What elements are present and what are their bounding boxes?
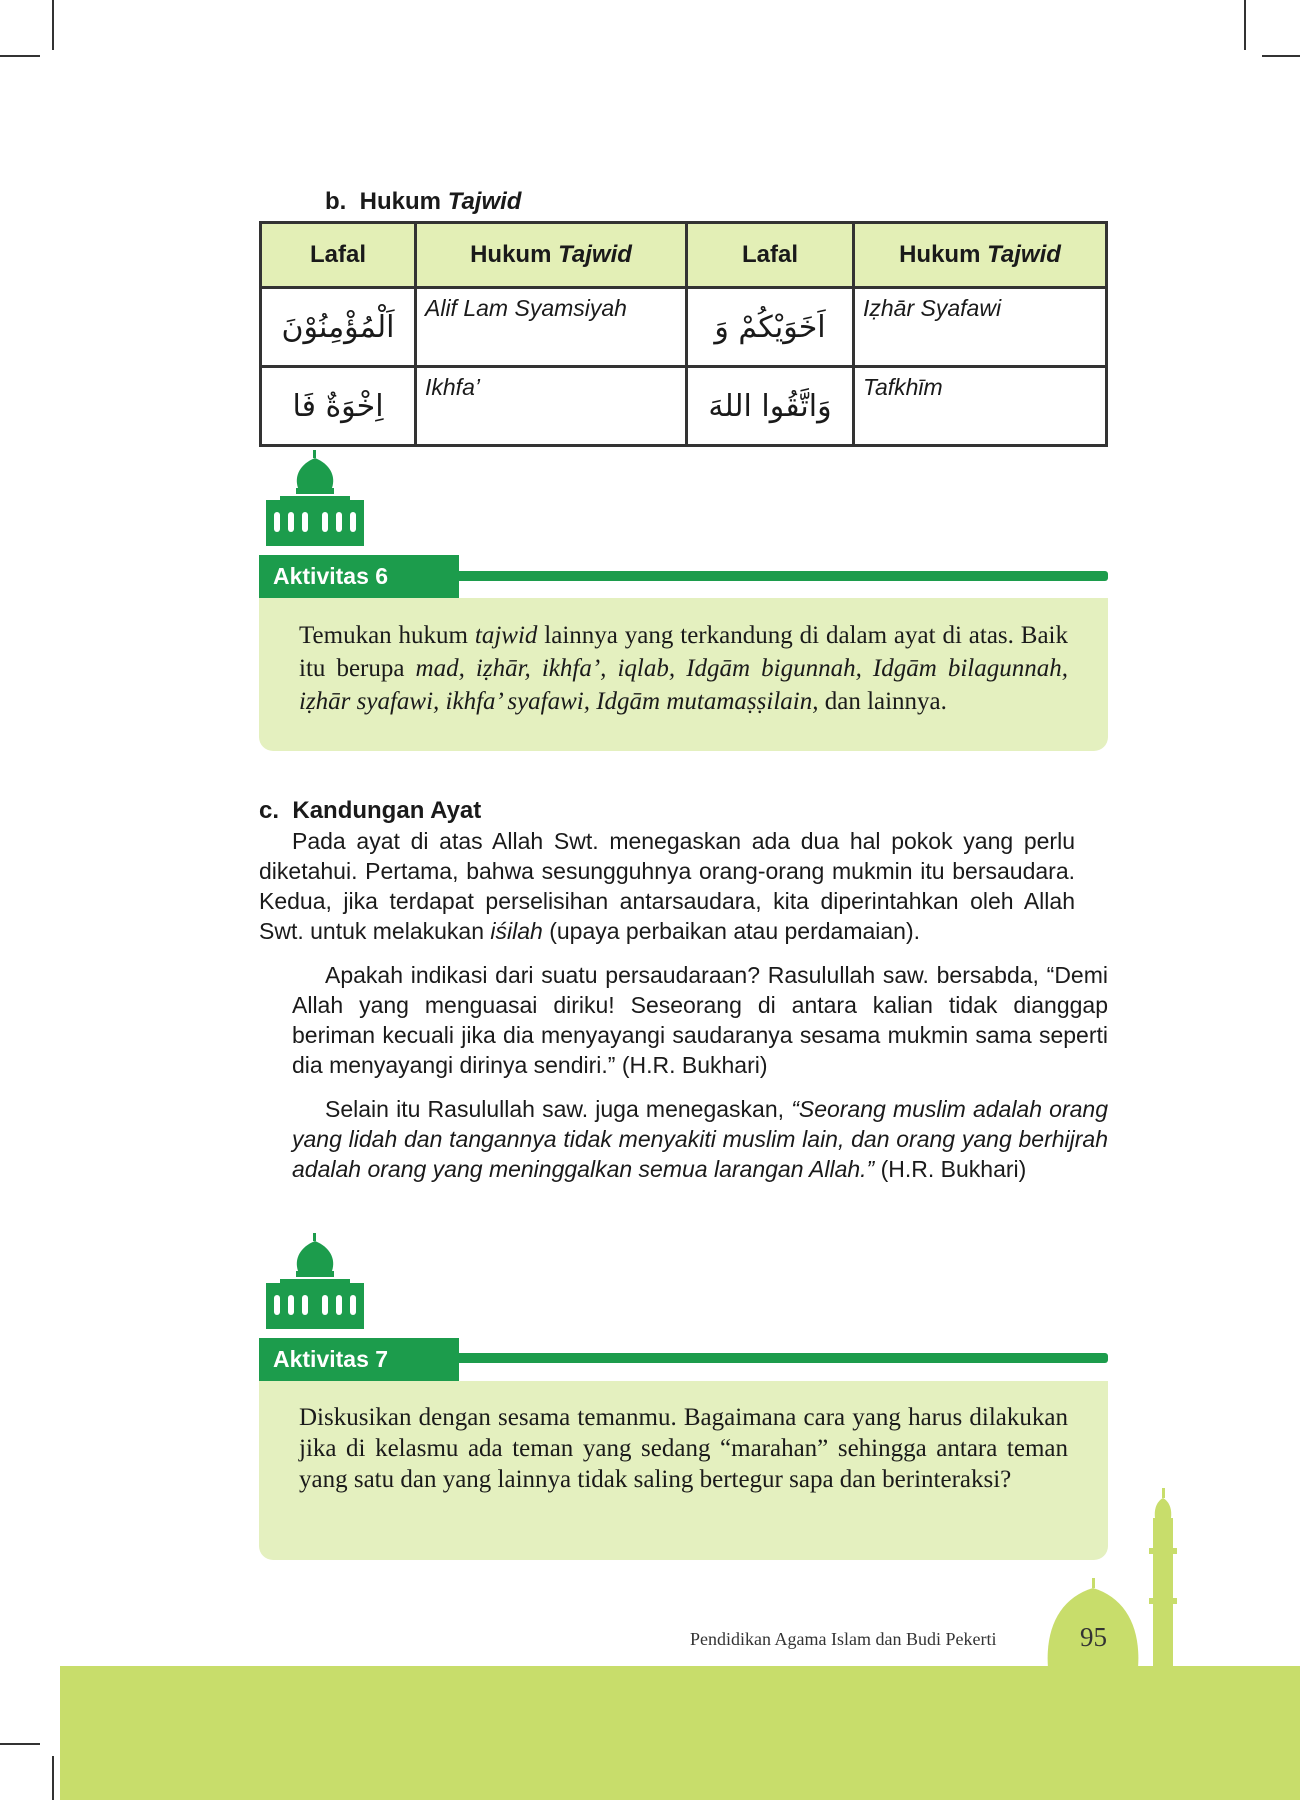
activity-7-rule xyxy=(440,1353,1108,1363)
header-hukum-tajwid xyxy=(416,223,687,288)
section-b-heading xyxy=(325,188,521,216)
header-lafal: Lafal xyxy=(261,223,416,288)
mosque-icon xyxy=(260,450,370,546)
activity-6-text-part: lainnya yang terkandung di dalam ayat di atas. Baik itu berupa xyxy=(299,622,1069,682)
tajwid-rule: Ikhfa’ xyxy=(416,367,687,446)
tajwid-rule: Iẓhār Syafawi xyxy=(854,288,1107,367)
section-title-italic: Tajwid xyxy=(447,188,522,215)
section-title: Hukum xyxy=(359,188,442,215)
paragraph xyxy=(292,1094,1108,1184)
activity-7-text: Diskusikan dengan sesama temanmu. Bagaimana cara yang harus dilakukan jika di kelasmu ada teman yang sedang “marahan” sehingga antara teman yang satu dan yang lainnya tidak saling bertegur sapa dan berinteraksi? xyxy=(299,1404,1068,1493)
activity-6-label: Aktivitas 6 xyxy=(259,555,459,598)
activity-7-label: Aktivitas 7 xyxy=(259,1338,459,1381)
paragraph xyxy=(292,960,1108,1080)
paragraph xyxy=(259,826,1075,946)
tajwid-rule: Tafkhīm xyxy=(854,367,1107,446)
header-tajwid: Tajwid xyxy=(987,241,1061,268)
paragraph-text: Apakah indikasi dari suatu persaudaraan? Rasulullah saw. bersabda, “Demi Allah yang menguasai diriku! Seseorang di antara kalian tidak dianggap beriman kecuali jika dia menyayangi saudaranya sesama mukmin sama seperti dia menyayangi dirinya sendiri.” (H.R. Bukhari) xyxy=(292,962,1108,1078)
header-tajwid: Tajwid xyxy=(558,241,632,268)
crop-mark xyxy=(1262,55,1300,57)
header-hukum: Hukum xyxy=(470,241,552,268)
footer-bar xyxy=(60,1666,1300,1800)
paragraph-italic: iśilah xyxy=(490,918,543,944)
arabic-lafal: اَخَوَيْكُمْ وَ xyxy=(687,288,854,367)
arabic-lafal: وَاتَّقُوا اللهَ xyxy=(687,367,854,446)
paragraph-italic: “Seorang muslim adalah orang yang lidah dan tangannya tidak menyakiti muslim lain, dan orang yang berhijrah adalah orang yang meninggalkan semua larangan Allah.” xyxy=(292,1096,1109,1182)
tajwid-table xyxy=(259,221,1108,447)
paragraph-text: Pada ayat di atas Allah Swt. menegaskan ada dua hal pokok yang perlu diketahui. Pertama, bahwa sesungguhnya orang-orang mukmin itu bersaudara. Kedua, jika terdapat perselisihan antarsaudara, kita diperintahkan oleh Allah Swt. untuk melakukan xyxy=(259,828,1075,944)
section-c-heading xyxy=(259,797,481,825)
activity-6-rule xyxy=(440,571,1108,581)
activity-6-text-part: Temukan hukum xyxy=(299,622,475,649)
page-number: 95 xyxy=(1080,1622,1107,1652)
crop-mark xyxy=(0,1743,40,1745)
arabic-lafal: اَلْمُؤْمِنُوْنَ xyxy=(261,288,416,367)
paragraph-text: Selain itu Rasulullah saw. juga menegaskan, xyxy=(325,1096,792,1122)
activity-6-text-italic: tajwid xyxy=(474,622,538,649)
table-header-row xyxy=(261,223,1107,288)
mosque-minaret-icon xyxy=(1040,1488,1200,1668)
activity-6-text-part: dan lainnya. xyxy=(818,688,947,715)
tajwid-rule: Alif Lam Syamsiyah xyxy=(416,288,687,367)
section-marker: c. xyxy=(259,797,280,824)
section-title: Kandungan Ayat xyxy=(292,797,482,824)
header-lafal: Lafal xyxy=(687,223,854,288)
paragraph-text: (H.R. Bukhari) xyxy=(874,1156,1027,1182)
crop-mark xyxy=(52,1756,54,1800)
crop-mark xyxy=(1244,0,1246,50)
crop-mark xyxy=(0,55,40,57)
crop-mark xyxy=(52,0,54,50)
table-row xyxy=(261,288,1107,367)
header-hukum-tajwid xyxy=(854,223,1107,288)
activity-6-text-italic: mad, iẓhār, ikhfa’, iqlab, Idgām bigunnah, Idgām bilagunnah, iẓhār syafawi, ikhfa’ syafawi, Idgām mutamaṣṣilain, xyxy=(299,655,1068,715)
activity-6-text xyxy=(299,619,1068,718)
header-hukum: Hukum xyxy=(899,241,981,268)
paragraph-text: (upaya perbaikan atau perdamaian). xyxy=(542,918,921,944)
table-row xyxy=(261,367,1107,446)
mosque-icon xyxy=(260,1233,370,1329)
arabic-lafal: اِخْوَةٌ فَا xyxy=(261,367,416,446)
section-marker: b. xyxy=(325,188,347,215)
book-title: Pendidikan Agama Islam dan Budi Pekerti xyxy=(690,1629,997,1649)
